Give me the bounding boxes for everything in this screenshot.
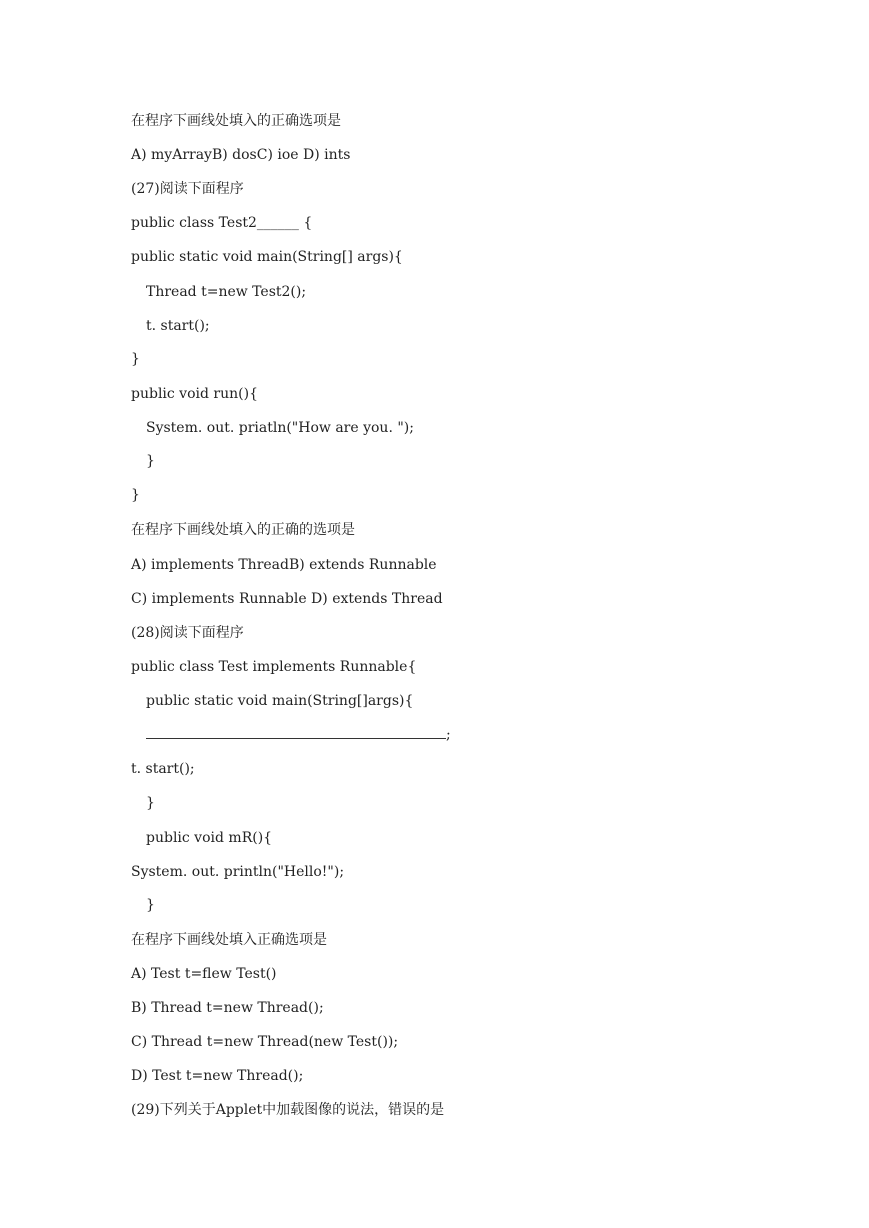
answer-options: C) implements Runnable D) extends Thread	[131, 591, 443, 607]
code-line: public class Test implements Runnable{	[131, 659, 417, 675]
code-line: System. out. priatln("How are you. ");	[146, 420, 414, 436]
code-line: Thread t=new Test2();	[146, 284, 307, 300]
code-line: public class Test2______ {	[131, 215, 313, 231]
question-heading: (27)阅读下面程序	[131, 181, 244, 197]
answer-option: C) Thread t=new Thread(new Test());	[131, 1034, 399, 1050]
answer-options: A) myArrayB) dosC) ioe D) ints	[131, 147, 351, 163]
code-line: }	[131, 487, 140, 503]
code-line: }	[131, 351, 140, 367]
fill-in-blank	[146, 726, 446, 739]
code-line: public static void main(String[] args){	[131, 249, 403, 265]
code-line: public void mR(){	[146, 830, 273, 846]
answer-option: A) Test t=flew Test()	[131, 966, 277, 982]
question-prompt: 在程序下画线处填入的正确选项是	[131, 113, 341, 129]
code-line: t. start();	[146, 318, 210, 334]
question-prompt: 在程序下画线处填入的正确的选项是	[131, 522, 355, 538]
answer-option: B) Thread t=new Thread();	[131, 1000, 324, 1016]
code-line: }	[146, 453, 155, 469]
question-prompt: 在程序下画线处填入正确选项是	[131, 932, 327, 948]
code-fragment: ;	[446, 727, 451, 743]
question-heading: (29)下列关于Applet中加载图像的说法，错误的是	[131, 1102, 445, 1118]
question-heading: (28)阅读下面程序	[131, 625, 244, 641]
answer-options: A) implements ThreadB) extends Runnable	[131, 557, 437, 573]
code-line: System. out. println("Hello!");	[131, 864, 345, 880]
code-line-blank	[146, 726, 451, 744]
answer-option: D) Test t=new Thread();	[131, 1068, 304, 1084]
code-line: }	[146, 795, 155, 811]
code-line: public static void main(String[]args){	[146, 693, 414, 709]
code-line: t. start();	[131, 761, 195, 777]
code-line: }	[146, 897, 155, 913]
code-line: public void run(){	[131, 386, 258, 402]
